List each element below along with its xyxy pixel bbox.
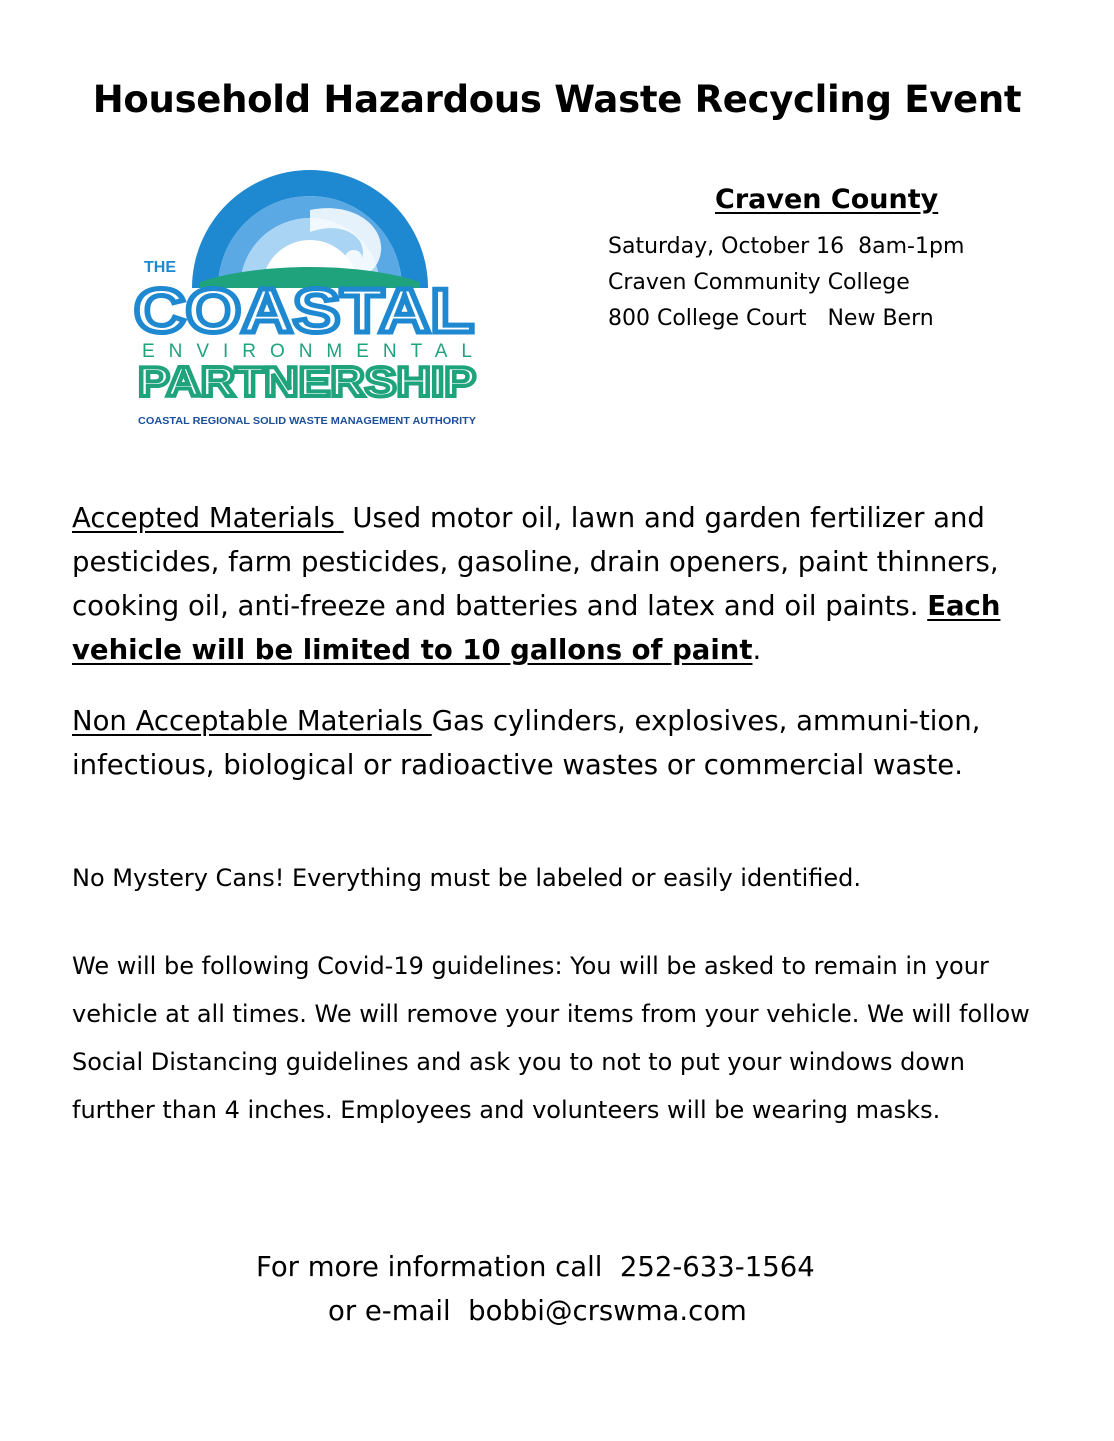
logo-authority: COASTAL REGIONAL SOLID WASTE MANAGEMENT AUTHORITY: [138, 415, 476, 427]
accepted-end: .: [752, 634, 762, 666]
logo-the: THE: [144, 259, 176, 276]
event-date-time: Saturday, October 16 8am-1pm: [608, 234, 965, 259]
covid-guidelines-note: We will be following Covid-19 guidelines: You will be asked to remain in your vehicle at all times. We will remove your items from your vehicle. We will follow Social Distancing guidelines and ask you to not to put your windows down further than 4 inches. Employees and volunteers will be wearing masks.: [72, 952, 1030, 1124]
accepted-materials-heading: Accepted Materials: [72, 502, 344, 534]
non-acceptable-materials-paragraph: [72, 699, 1032, 787]
coastal-partnership-logo: [130, 170, 490, 435]
event-venue: Craven Community College: [608, 270, 910, 295]
paint-limit-note: Each vehicle will be limited to 10 gallons of paint: [72, 590, 1001, 666]
accepted-materials-text: Used motor oil, lawn and garden fertilizer and pesticides, farm pesticides, gasoline, drain openers, paint thinners, cooking oil, anti-freeze and batteries and latex and oil paints.: [72, 502, 999, 622]
event-address: 800 College Court New Bern: [608, 306, 934, 331]
non-acceptable-text: Gas cylinders, explosives, ammuni-tion, infectious, biological or radioactive wastes or commercial waste.: [72, 705, 981, 781]
page-title: Household Hazardous Waste Recycling Event: [92, 78, 1022, 121]
contact-phone: For more information call 252-633-1564: [256, 1251, 815, 1283]
event-details: [608, 184, 1088, 337]
contact-email: or e-mail bobbi@crswma.com: [328, 1295, 747, 1327]
contact-info: [0, 1245, 1114, 1333]
county-heading: Craven County: [715, 184, 939, 215]
logo-coastal: COASTAL: [134, 277, 474, 346]
logo-environmental: ENVIRONMENTAL: [142, 341, 472, 362]
non-acceptable-heading: Non Acceptable Materials: [72, 705, 432, 737]
accepted-materials-paragraph: [72, 496, 1032, 672]
mystery-cans-note: No Mystery Cans! Everything must be labeled or easily identified.: [72, 864, 862, 892]
logo-partnership: PARTNERSHIP: [138, 358, 476, 405]
